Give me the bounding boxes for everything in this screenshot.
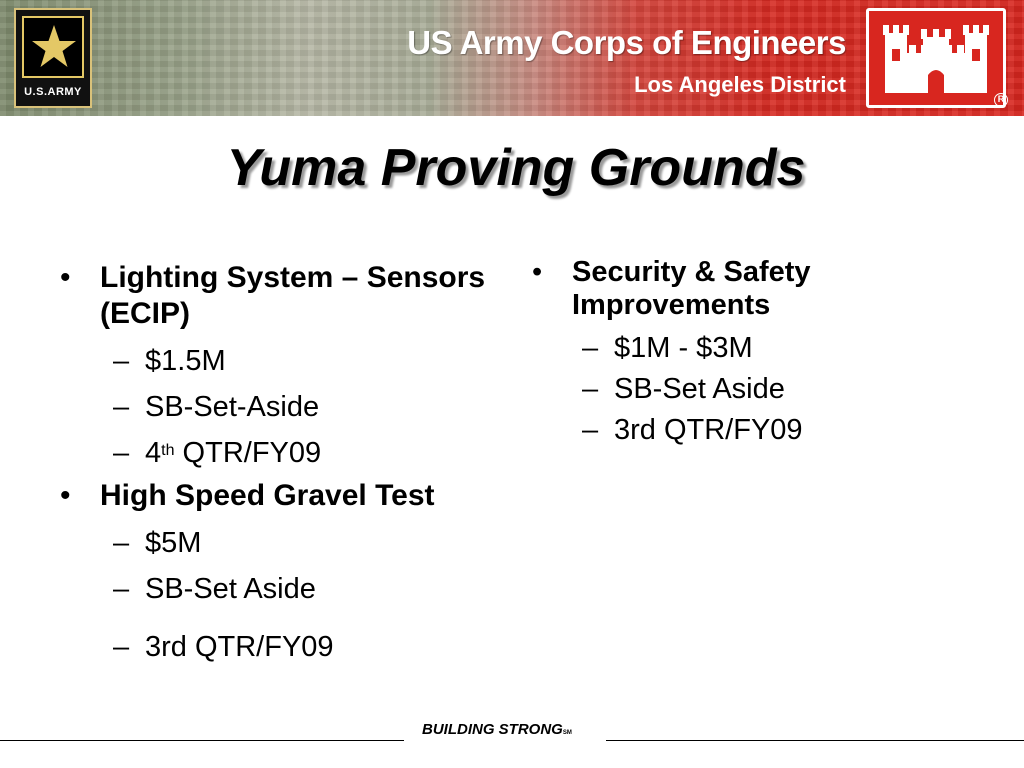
bullet-icon: • bbox=[60, 261, 71, 294]
corps-title: US Army Corps of Engineers bbox=[407, 24, 846, 61]
footer-building-strong bbox=[422, 721, 572, 738]
sub-bullet bbox=[60, 430, 520, 476]
sub-bullet-text: SB-Set-Aside bbox=[145, 391, 320, 423]
slide-title: Yuma Proving Grounds bbox=[226, 139, 806, 197]
army-star-frame bbox=[22, 16, 84, 78]
bullet-icon: • bbox=[532, 256, 543, 288]
sub-bullet-text: SB-Set Aside bbox=[145, 573, 316, 605]
footer-service-mark: SM bbox=[562, 730, 572, 736]
registered-mark: R bbox=[994, 93, 1008, 107]
dash-icon: – bbox=[113, 573, 130, 605]
dash-icon: – bbox=[582, 373, 599, 405]
footer-rule-right bbox=[606, 740, 1024, 741]
header-banner bbox=[0, 0, 1024, 116]
sub-bullet bbox=[60, 566, 520, 612]
bullet-lighting-system bbox=[60, 260, 520, 332]
sub-bullet-text: 3rd QTR/FY09 bbox=[614, 414, 803, 446]
bullet-gravel-test bbox=[60, 478, 520, 514]
left-bullet-column bbox=[60, 260, 520, 670]
sub-bullet bbox=[532, 369, 992, 410]
us-army-logo bbox=[14, 8, 92, 108]
dash-icon: – bbox=[113, 345, 130, 377]
sub-bullet-text: 3rd QTR/FY09 bbox=[145, 631, 334, 663]
bullet-security-safety bbox=[532, 256, 992, 322]
district-label: Los Angeles District bbox=[634, 72, 846, 97]
sub-bullet bbox=[60, 384, 520, 430]
sub-bullet bbox=[532, 328, 992, 369]
sub-bullet-text: $1.5M bbox=[145, 345, 226, 377]
dash-icon: – bbox=[113, 631, 130, 663]
army-star-icon bbox=[28, 21, 80, 73]
footer-rule-left bbox=[0, 740, 404, 741]
sub-bullet-qtr-ordinal: th bbox=[161, 442, 175, 459]
sub-bullet-text: $5M bbox=[145, 527, 202, 559]
sub-bullet bbox=[60, 624, 520, 670]
bullet-label: Security & Safety Improvements bbox=[572, 256, 811, 321]
army-label: U.S.ARMY bbox=[24, 86, 82, 98]
bullet-label: High Speed Gravel Test bbox=[100, 479, 435, 512]
sub-bullet-text: SB-Set Aside bbox=[614, 373, 785, 405]
dash-icon: – bbox=[113, 391, 130, 423]
dash-icon: – bbox=[113, 437, 130, 469]
sub-bullet-qtr-number: 4 bbox=[145, 437, 162, 469]
dash-icon: – bbox=[582, 414, 599, 446]
dash-icon: – bbox=[582, 332, 599, 364]
bullet-icon: • bbox=[60, 479, 71, 512]
castle-logo bbox=[866, 8, 1006, 108]
sub-bullet bbox=[60, 520, 520, 566]
sub-bullet-qtr-text: QTR/FY09 bbox=[174, 437, 322, 469]
footer-text: BUILDING STRONG bbox=[422, 721, 563, 738]
sub-bullet bbox=[60, 338, 520, 384]
castle-icon bbox=[879, 19, 993, 97]
sub-bullet bbox=[532, 410, 992, 451]
bullet-label: Lighting System – Sensors (ECIP) bbox=[100, 261, 486, 330]
right-bullet-column bbox=[532, 256, 992, 451]
sub-bullet-text: $1M - $3M bbox=[614, 332, 753, 364]
dash-icon: – bbox=[113, 527, 130, 559]
